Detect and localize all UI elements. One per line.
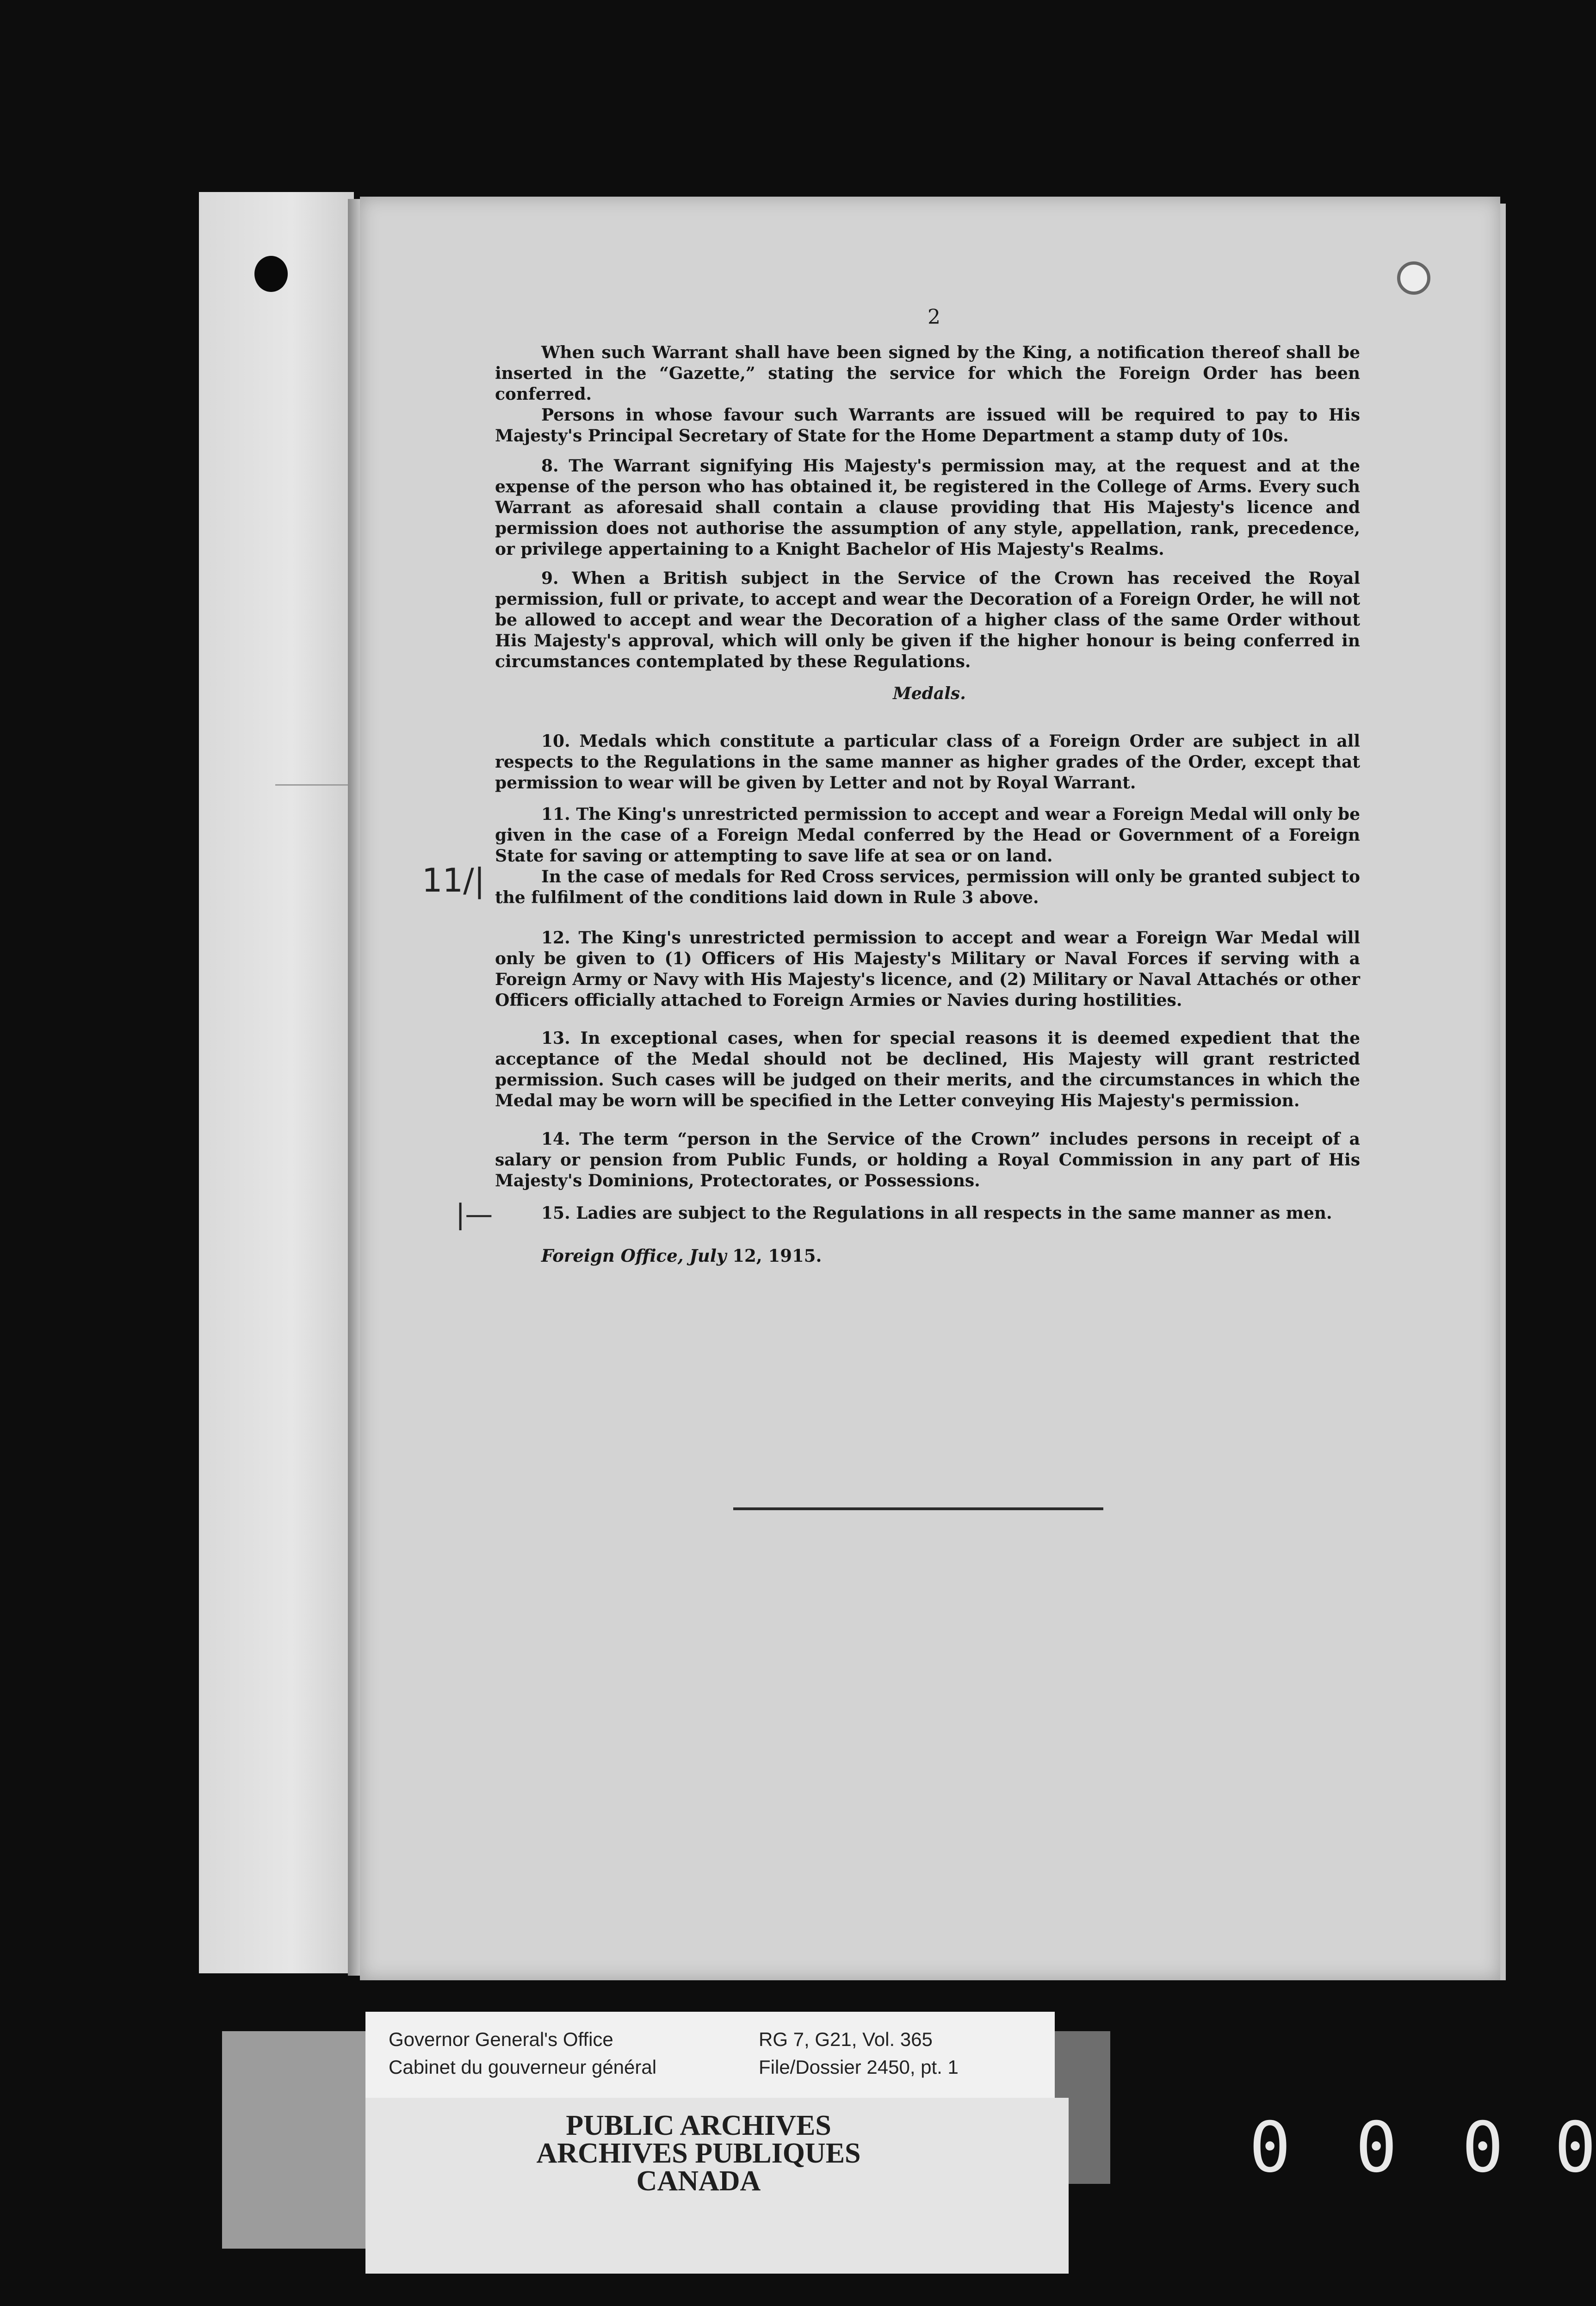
archives-stamp	[365, 2112, 1032, 2195]
punch-hole	[254, 256, 288, 292]
page-spine	[348, 199, 361, 1976]
closing-rule	[733, 1507, 1103, 1510]
reinforcement-ring	[1397, 261, 1430, 295]
office-french: Cabinet du gouverneur général	[389, 2056, 657, 2078]
file-number: File/Dossier 2450, pt. 1	[759, 2056, 959, 2078]
record-group: RG 7, G21, Vol. 365	[759, 2028, 933, 2050]
signoff	[541, 1246, 822, 1266]
stamp-line: CANADA	[636, 2165, 761, 2197]
paragraph: 14. The term “person in the Service of the Crown” includes persons in receipt of a salary or pension from Public Funds, or holding a Royal Commission in any part of His Majesty's Dominions, Protectorates, or Possessions.	[495, 1129, 1360, 1190]
previous-page-sheet	[199, 192, 354, 1973]
handwritten-mark: 11/|	[422, 862, 485, 899]
signoff-date: 12, 1915.	[732, 1246, 822, 1266]
paragraph: 8. The Warrant signifying His Majesty's permission may, at the request and at the expense of the person who has obtained it, be registered in the College of Arms. Every such Warrant as aforesaid shall contain a clause providing that His Majesty's licence and permission does not authorise the assumption of any style, appellation, rank, precedence, or privilege appertaining to a Knight Bachelor of His Majesty's Realms.	[495, 456, 1360, 559]
stamp-line: ARCHIVES PUBLIQUES	[536, 2138, 861, 2169]
rule-13	[495, 1028, 1360, 1111]
handwritten-mark: |—	[456, 1198, 493, 1231]
rule-12	[495, 928, 1360, 1011]
section-heading: Medals.	[893, 684, 966, 703]
office-english: Governor General's Office	[389, 2028, 613, 2050]
frame-digit: 0	[1462, 2108, 1504, 2188]
paragraph: Persons in whose favour such Warrants are issued will be required to pay to His Majesty's Principal Secretary of State for the Home Department a stamp duty of 10s.	[495, 405, 1360, 446]
signoff-place: Foreign Office,	[541, 1246, 684, 1266]
warrant-section	[495, 342, 1360, 446]
frame-digit: 0	[1554, 2108, 1596, 2188]
paragraph: 11. The King's unrestricted permission to accept and wear a Foreign Medal will only be given in the case of a Foreign Medal conferred by the Head or Government of a Foreign State for saving or attempting to save life at sea or on land.	[495, 805, 1360, 866]
paragraph: In the case of medals for Red Cross services, permission will only be granted subject to the fulfilment of the conditions laid down in Rule 3 above.	[495, 867, 1360, 907]
rule-14	[495, 1129, 1360, 1191]
signoff-month: July	[689, 1246, 727, 1266]
archives-stamp-label	[365, 2098, 1069, 2274]
label-backing	[222, 2031, 365, 2249]
frame-digit: 0	[1355, 2108, 1398, 2188]
paragraph: When such Warrant shall have been signed by the King, a notification thereof shall be inserted in the “Gazette,” stating the service for which the Foreign Order has been conferred.	[495, 343, 1360, 404]
paragraph: 13. In exceptional cases, when for special reasons it is deemed expedient that the acceptance of the Medal should not be declined, His Majesty will grant restricted permission. Such cases will be judged on their merits, and the circumstances in which the Medal may be worn will be specified in the Letter conveying His Majesty's permission.	[495, 1029, 1360, 1110]
archive-reference-label	[365, 2012, 1055, 2098]
paragraph: 15. Ladies are subject to the Regulations in all respects in the same manner as men.	[541, 1203, 1332, 1223]
paragraph: 12. The King's unrestricted permission to accept and wear a Foreign War Medal will only be given to (1) Officers of His Majesty's Military or Naval Forces if serving with a Foreign Army or Navy with His Majesty's licence, and (2) Military or Naval Attachés or other Officers officially attached to Foreign Armies or Navies during hostilities.	[495, 928, 1360, 1010]
rule-15	[495, 1203, 1360, 1224]
paragraph: 10. Medals which constitute a particular class of a Foreign Order are subject in all respects to the Regulations in the same manner as higher grades of the Order, except that permission to wear will be given by Letter and not by Royal Warrant.	[495, 731, 1360, 793]
rule-10	[495, 731, 1360, 793]
paragraph: 9. When a British subject in the Service of the Crown has received the Royal permission, full or private, to accept and wear the Decoration of a Foreign Order, he will not be allowed to accept and wear the Decoration of a higher class of the same Order without His Majesty's approval, which will only be given if the higher honour is being conferred in circumstances contemplated by these Regulations.	[495, 569, 1360, 671]
rule-8	[495, 456, 1360, 560]
page-number: 2	[928, 305, 940, 329]
rule-11	[495, 804, 1360, 908]
stamp-line: PUBLIC ARCHIVES	[566, 2110, 831, 2141]
frame-digit: 0	[1249, 2108, 1291, 2188]
rule-9	[495, 568, 1360, 672]
